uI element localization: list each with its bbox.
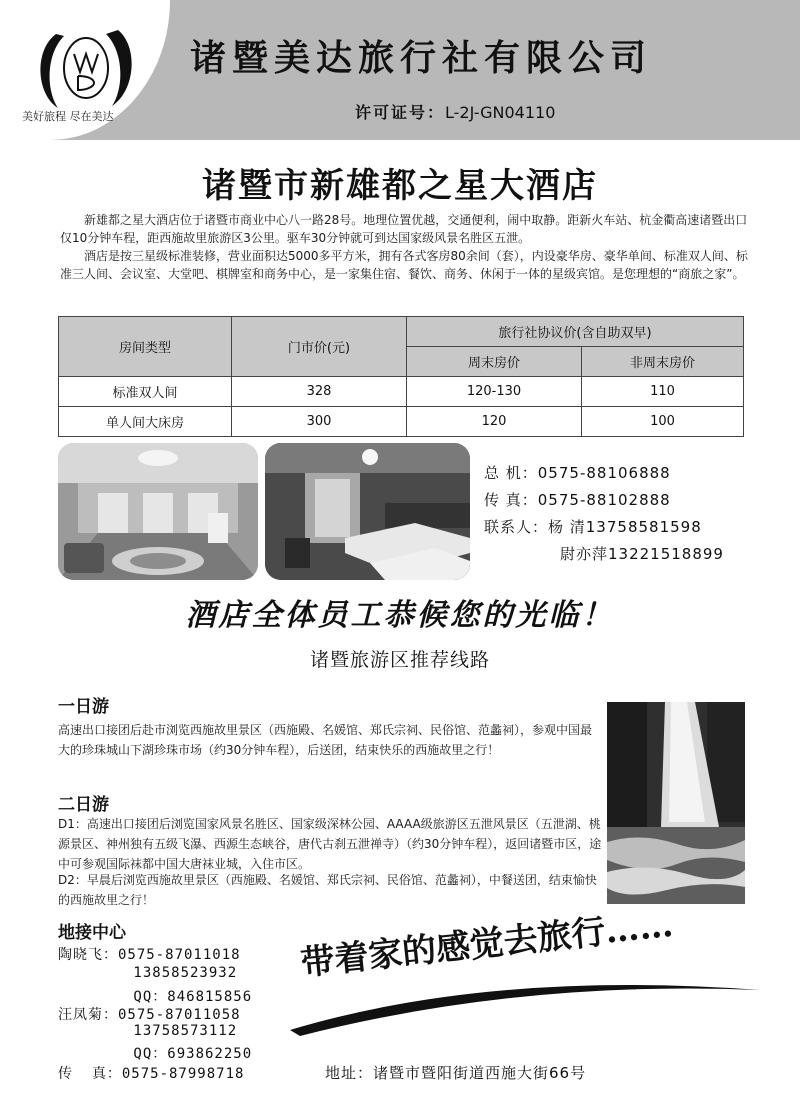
- weekday-price-cell: 100: [582, 407, 744, 437]
- hotel-intro-paragraph: 新雄都之星大酒店位于诸暨市商业中心八一路28号。地理位置优越，交通便利，闹中取静。距新火车站、杭金衢高速诸暨出口仅10分钟车程，距西施故里旅游区3公里。驱车30分钟就可到达国家级风景名胜区五泄。: [60, 213, 748, 245]
- company-name: 诸暨美达旅行社有限公司: [190, 38, 653, 79]
- room-type-cell: 单人间大床房: [59, 407, 232, 437]
- list-price-cell: 300: [232, 407, 407, 437]
- tagline: 带着家的感觉去旅行……: [298, 904, 675, 984]
- ground-center-line: 汪凤菊：0575-87011058: [58, 1007, 241, 1023]
- weekend-price-cell: 120: [407, 407, 582, 437]
- two-day-d1: D1：高速出口接团后浏览国家风景名胜区、国家级深林公园、AAAA级旅游区五泄风景区（五泄湖、桃源景区、神州独有五级飞瀑、西源生态峡谷，唐代古刹五泄禅寺）（约30分钟车程），返回诸暨市区，途中可参观国际袜都中国大唐袜业城，入住市区。: [58, 817, 602, 871]
- ground-center-line: 陶晓飞：0575-87011018: [58, 947, 241, 963]
- fax-number: 传 真：0575-88102888: [484, 491, 671, 509]
- logo-slogan: 美好旅程 尽在美达: [22, 110, 114, 123]
- header-weekend-price: 周末房价: [407, 347, 582, 377]
- room-illustration: [265, 443, 470, 580]
- ground-center-fax: 传 真：0575-87998718: [58, 1066, 245, 1082]
- route-title: 诸暨旅游区推荐线路: [309, 649, 490, 671]
- ground-center-line: QQ：846815856: [58, 989, 253, 1005]
- table-row: [59, 407, 744, 437]
- room-type-cell: 标准双人间: [59, 377, 232, 407]
- main-phone: 总 机：0575-88106888: [484, 464, 671, 482]
- weekday-price-cell: 110: [582, 377, 744, 407]
- table-row: [59, 377, 744, 407]
- address: 地址：诸暨市暨阳街道西施大街66号: [325, 1064, 587, 1082]
- license-number: [355, 100, 555, 123]
- license-label: 许可证号：: [355, 103, 446, 122]
- one-day-text: 高速出口接团后赴市浏览西施故里景区（西施殿、名媛馆、郑氏宗祠、民俗馆、范蠡祠），参观中国最大的珍珠城山下湖珍珠市场（约30分钟车程），后送团，结束快乐的西施故里之行！: [58, 723, 593, 757]
- hotel-title: 诸暨市新雄都之星大酒店: [202, 166, 598, 206]
- ground-center-heading: 地接中心: [58, 923, 126, 943]
- header-list-price: 门市价(元): [232, 317, 407, 377]
- ground-center-line: QQ：693862250: [58, 1046, 253, 1062]
- one-day-heading: 一日游: [58, 697, 109, 717]
- header-room-type: 房间类型: [59, 317, 232, 377]
- welcome-slogan: 酒店全体员工恭候您的光临！: [185, 598, 615, 633]
- company-logo: [34, 24, 138, 114]
- ground-center-line: 13858523932: [58, 965, 238, 981]
- hotel-facilities-paragraph: 酒店是按三星级标准装修，营业面积达5000多平方米，拥有各式客房80余间（套），内设豪华房、豪华单间、标准双人间、标准三人间、会议室、大堂吧、棋牌室和商务中心，是一家集住宿、餐饮、商务、休闲于一体的星级宾馆。是您理想的“商旅之家”。: [60, 249, 748, 281]
- list-price-cell: 328: [232, 377, 407, 407]
- license-value: L-2J-GN04110: [445, 103, 556, 122]
- lobby-illustration: [58, 443, 258, 580]
- hotel-room-photo: [265, 443, 470, 580]
- contact-person: 联系人：杨 清13758581598: [484, 518, 702, 536]
- header-weekday-price: 非周末房价: [582, 347, 744, 377]
- room-price-table: [58, 316, 744, 437]
- hotel-lobby-photo: [58, 443, 258, 580]
- contact-person-2: 尉亦萍13221518899: [560, 545, 724, 563]
- ground-center-line: 13758573112: [58, 1023, 238, 1039]
- waterfall-photo: [607, 702, 745, 904]
- header-agency-price: 旅行社协议价(含自助双早): [407, 317, 744, 347]
- two-day-d2: D2：早晨后浏览西施故里景区（西施殿、名媛馆、郑氏宗祠、民俗馆、范蠡祠），中餐送团，结束愉快的西施故里之行！: [58, 873, 597, 907]
- weekend-price-cell: 120-130: [407, 377, 582, 407]
- two-day-heading: 二日游: [58, 795, 109, 815]
- waterfall-illustration: [607, 702, 745, 904]
